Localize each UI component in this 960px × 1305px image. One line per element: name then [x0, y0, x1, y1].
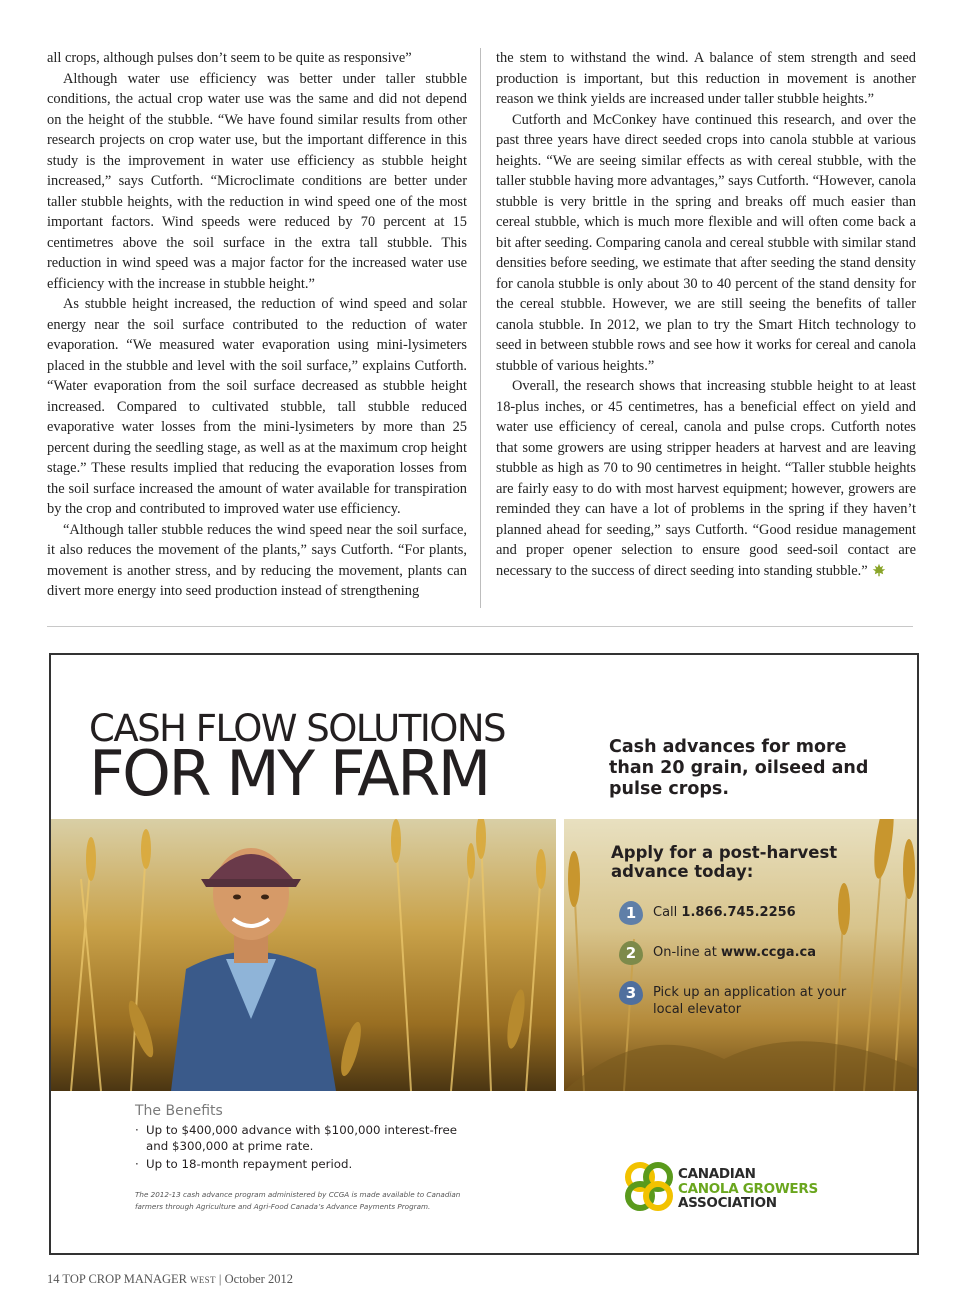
benefit-item: · Up to 18-month repayment period.: [135, 1157, 475, 1173]
ad-tagline: Cash advances for more than 20 grain, oilseed and pulse crops.: [609, 737, 869, 799]
page-footer: [47, 1272, 293, 1287]
benefits-heading: The Benefits: [135, 1103, 223, 1119]
step-text: Call 1.866.745.2256: [653, 905, 796, 920]
article-paragraph: “Although taller stubble reduces the wind speed near the soil surface, it also reduces the movement of the plants,” says Cutforth. “For plants, movement is another stress, and by reducing the movement, plants can divert more energy into seed production instead of strengthening: [47, 521, 467, 599]
org-name-line3: ASSOCIATION: [678, 1195, 777, 1211]
page-number: 14: [47, 1272, 60, 1286]
benefit-item: · Up to $400,000 advance with $100,000 interest-free and $300,000 at prime rate.: [135, 1123, 475, 1154]
benefits-list: [135, 1123, 475, 1176]
step-number-badge: 3: [619, 981, 643, 1005]
article-paragraph: all crops, although pulses don’t seem to be quite as responsive”: [47, 50, 412, 66]
issue-date: October 2012: [224, 1272, 293, 1286]
section-divider: [47, 626, 913, 627]
step-text: Pick up an application at your local elevator: [653, 985, 847, 1017]
article-column-right: [496, 48, 916, 581]
magazine-name: TOP CROP MANAGER: [62, 1272, 187, 1286]
apply-heading: Apply for a post-harvest advance today:: [611, 843, 838, 881]
article-paragraph: Although water use efficiency was better under taller stubble conditions, the actual crop water use was the same and did not depend on the height of the stubble. “We have found similar results from other research projects on crop water use, but the important difference in this study is the improvement in water use efficiency as stubble height increased,” says Cutforth. “Microclimate conditions are better under taller stubble heights, with the reduction in wind speed one of the most important factors. Wind speeds were reduced by 70 percent at 15 centimetres above the soil surface in the extra tall stubble. This reduction in wind speed was a major factor for the increased water use efficiency with the increase in stubble height.”: [47, 70, 467, 292]
ccga-logo-icon: [623, 1161, 675, 1213]
ad-headline-line2: FOR MY FARM: [89, 737, 489, 810]
ccga-organization-name: [678, 1167, 818, 1211]
org-name-line2: CANOLA GROWERS: [678, 1180, 818, 1197]
article-paragraph: Overall, the research shows that increasing stubble height to at least 18-plus inches, or 45 centimetres, has a beneficial effect on yield and water use efficiency of cereal, canola and pulse crops. Cutforth notes that some growers are using stripper headers at harvest and are leaving stubble as high as 70 to 90 centimetres in height. “Taller stubble heights are fairly easy to do with most harvest equipment; however, growers are reminded they can have a lot of problems in the spring if they haven’t planned ahead for seeding,” says Cutforth. “Good residue management and proper opener selection to ensure good seed-soil contact are necessary to the success of direct seeding into standing stubble.”: [496, 378, 916, 579]
footer-separator: |: [218, 1272, 222, 1286]
column-divider: [480, 48, 481, 608]
maple-leaf-icon: [872, 563, 886, 577]
step-text: On-line at www.ccga.ca: [653, 945, 816, 960]
magazine-edition: WEST: [190, 1275, 216, 1285]
farmer-wheat-photo: [51, 819, 556, 1091]
step-number-badge: 1: [619, 901, 643, 925]
article-paragraph: Cutforth and McConkey have continued this research, and over the past three years have direct seeded crops into canola stubble at various heights. “We are seeing similar effects as with cereal stubble, with the taller stubble having more advantages,” says Cutforth. “However, canola stubble is very brittle in the spring and breaks off much easier than cereal stubble, which is much more flexible and will often come back a bit after seeding. Comparing canola and cereal stubble with similar stand densities before seeding, we estimate that after seeding the stand density for canola stubble is only about 30 to 40 percent of the stand density for the cereal stubble. However, we are still seeing the benefits of taller canola stubble. In 2012, we plan to try the Smart Hitch technology to seed in between stubble rows and see how it works for cereal and canola stubble of various heights.”: [496, 111, 916, 374]
ad-footnote: The 2012-13 cash advance program administered by CCGA is made available to Canadian farmers through Agriculture and Agri-Food Canada’s Advance Payments Program.: [135, 1190, 461, 1211]
article-paragraph: the stem to withstand the wind. A balance of stem strength and seed production is important, but this reduction in movement is another reason we think yields are increased under taller stubble heights.”: [496, 50, 916, 107]
article-paragraph: As stubble height increased, the reduction of wind speed and solar energy near the soil surface contributed to the reduction of water evaporation. “We measured water evaporation using mini-lysimeters placed in the stubble and level with the soil surface,” explains Cutforth. “Water evaporation from the soil surface decreased as stubble height increased. Compared to cultivated stubble, tall stubble reduced evaporative water losses from the mini-lysimeters by more than 25 percent during the seedling stage, as well as at the maximum crop height stage.” These results implied that reducing the evaporation losses from the soil surface increased the amount of water available for transpiration by the crop and contributed to improved water use efficiency.: [47, 296, 467, 517]
ccga-advertisement: [49, 653, 919, 1255]
article-column-left: [47, 48, 467, 602]
farmer-illustration: [51, 819, 556, 1091]
org-name-line1: CANADIAN: [678, 1166, 756, 1182]
ad-headline-line1: CASH FLOW SOLUTIONS: [89, 707, 506, 750]
step-number-badge: 2: [619, 941, 643, 965]
